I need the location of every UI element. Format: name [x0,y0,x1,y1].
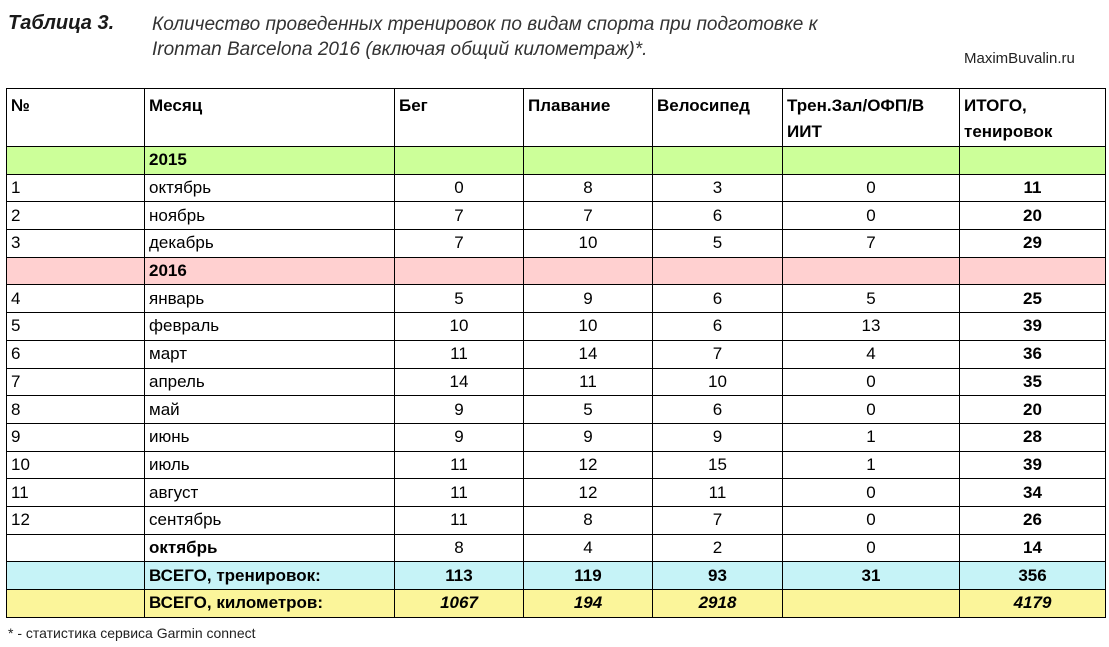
row-number: 7 [7,368,145,396]
bike-cell: 6 [653,285,783,313]
total-cell: 35 [960,368,1106,396]
table-row [7,230,1106,258]
gym-cell: 0 [783,396,960,424]
table-row [7,423,1106,451]
table-row [7,368,1106,396]
swim-cell: 14 [524,340,653,368]
total-cell: 25 [960,285,1106,313]
bike-cell: 10 [653,368,783,396]
run-cell: 9 [395,423,524,451]
gym-cell: 0 [783,534,960,562]
month-cell: октябрь [145,534,395,562]
total-cell: 20 [960,396,1106,424]
km-gym [783,590,960,618]
table-row [7,313,1106,341]
table-caption-label: Таблица 3. [8,12,115,34]
total-cell: 14 [960,534,1106,562]
km-swim: 194 [524,590,653,618]
table-row [7,340,1106,368]
rows-2016 [7,285,1106,562]
year-row-2015 [7,147,1106,175]
footnote: * - статистика сервиса Garmin connect [8,625,256,641]
swim-cell: 11 [524,368,653,396]
total-cell: 20 [960,202,1106,230]
bike-cell: 3 [653,174,783,202]
total-cell: 28 [960,423,1106,451]
run-cell: 11 [395,340,524,368]
swim-cell: 12 [524,479,653,507]
total-swim: 119 [524,562,653,590]
gym-cell: 0 [783,174,960,202]
row-number: 5 [7,313,145,341]
month-cell: февраль [145,313,395,341]
header-gym-line-1: Трен.Зал/ОФП/В [787,96,925,115]
run-cell: 11 [395,506,524,534]
table-caption [152,12,818,62]
total-cell: 11 [960,174,1106,202]
swim-cell: 8 [524,506,653,534]
gym-cell: 7 [783,230,960,258]
header-run: Бег [395,89,524,147]
row-number: 11 [7,479,145,507]
swim-cell: 9 [524,285,653,313]
run-cell: 5 [395,285,524,313]
header-gym-line-2: ИИТ [787,122,822,141]
month-cell: октябрь [145,174,395,202]
row-number: 2 [7,202,145,230]
row-number: 6 [7,340,145,368]
bike-cell: 5 [653,230,783,258]
total-cell: 39 [960,451,1106,479]
row-number [7,534,145,562]
row-number: 12 [7,506,145,534]
total-run: 113 [395,562,524,590]
total-cell: 29 [960,230,1106,258]
bike-cell: 2 [653,534,783,562]
table-row [7,202,1106,230]
total-cell: 34 [960,479,1106,507]
table-row [7,285,1106,313]
swim-cell: 12 [524,451,653,479]
swim-cell: 9 [524,423,653,451]
table-row [7,396,1106,424]
swim-cell: 7 [524,202,653,230]
header-swim: Плавание [524,89,653,147]
gym-cell: 5 [783,285,960,313]
total-all: 356 [960,562,1106,590]
total-km-label: ВСЕГО, километров: [145,590,395,618]
run-cell: 7 [395,202,524,230]
table-row [7,506,1106,534]
swim-cell: 10 [524,313,653,341]
bike-cell: 9 [653,423,783,451]
total-cell: 39 [960,313,1106,341]
header-number: № [7,89,145,147]
header-row [7,89,1106,147]
swim-cell: 4 [524,534,653,562]
total-km-row [7,590,1106,618]
header-gym [783,89,960,147]
run-cell: 10 [395,313,524,341]
site-name: MaximBuvalin.ru [964,50,1075,67]
table-row [7,451,1106,479]
bike-cell: 15 [653,451,783,479]
bike-cell: 6 [653,202,783,230]
rows-2015 [7,174,1106,257]
run-cell: 8 [395,534,524,562]
month-cell: июль [145,451,395,479]
caption-line-1: Количество проведенных тренировок по видам спорта при подготовке к [152,14,818,35]
bike-cell: 6 [653,313,783,341]
month-cell: август [145,479,395,507]
month-cell: январь [145,285,395,313]
total-workouts-row [7,562,1106,590]
total-cell: 26 [960,506,1106,534]
caption-line-2: Ironman Barcelona 2016 (включая общий километраж)*. [152,39,648,60]
total-cell: 36 [960,340,1106,368]
row-number: 10 [7,451,145,479]
gym-cell: 0 [783,479,960,507]
km-total: 4179 [960,590,1106,618]
bike-cell: 7 [653,506,783,534]
month-cell: декабрь [145,230,395,258]
header-total-line-2: тенировок [964,122,1053,141]
km-bike: 2918 [653,590,783,618]
run-cell: 7 [395,230,524,258]
row-number: 8 [7,396,145,424]
run-cell: 11 [395,479,524,507]
run-cell: 0 [395,174,524,202]
header-total [960,89,1106,147]
km-run: 1067 [395,590,524,618]
swim-cell: 8 [524,174,653,202]
gym-cell: 0 [783,202,960,230]
row-number: 1 [7,174,145,202]
bike-cell: 7 [653,340,783,368]
gym-cell: 0 [783,368,960,396]
row-number: 9 [7,423,145,451]
year-row-2016 [7,257,1106,285]
year-label: 2016 [145,257,395,285]
month-cell: март [145,340,395,368]
table-row [7,174,1106,202]
month-cell: май [145,396,395,424]
run-cell: 14 [395,368,524,396]
table-row [7,479,1106,507]
row-number: 4 [7,285,145,313]
month-cell: ноябрь [145,202,395,230]
month-cell: июнь [145,423,395,451]
table-row [7,534,1106,562]
total-gym: 31 [783,562,960,590]
run-cell: 11 [395,451,524,479]
gym-cell: 4 [783,340,960,368]
bike-cell: 6 [653,396,783,424]
swim-cell: 5 [524,396,653,424]
year-label: 2015 [145,147,395,175]
row-number: 3 [7,230,145,258]
total-bike: 93 [653,562,783,590]
header-bike: Велосипед [653,89,783,147]
total-workouts-label: ВСЕГО, тренировок: [145,562,395,590]
run-cell: 9 [395,396,524,424]
gym-cell: 1 [783,423,960,451]
swim-cell: 10 [524,230,653,258]
header-month: Месяц [145,89,395,147]
month-cell: сентябрь [145,506,395,534]
gym-cell: 0 [783,506,960,534]
gym-cell: 1 [783,451,960,479]
bike-cell: 11 [653,479,783,507]
month-cell: апрель [145,368,395,396]
training-table [6,88,1106,618]
header-total-line-1: ИТОГО, [964,96,1027,115]
gym-cell: 13 [783,313,960,341]
